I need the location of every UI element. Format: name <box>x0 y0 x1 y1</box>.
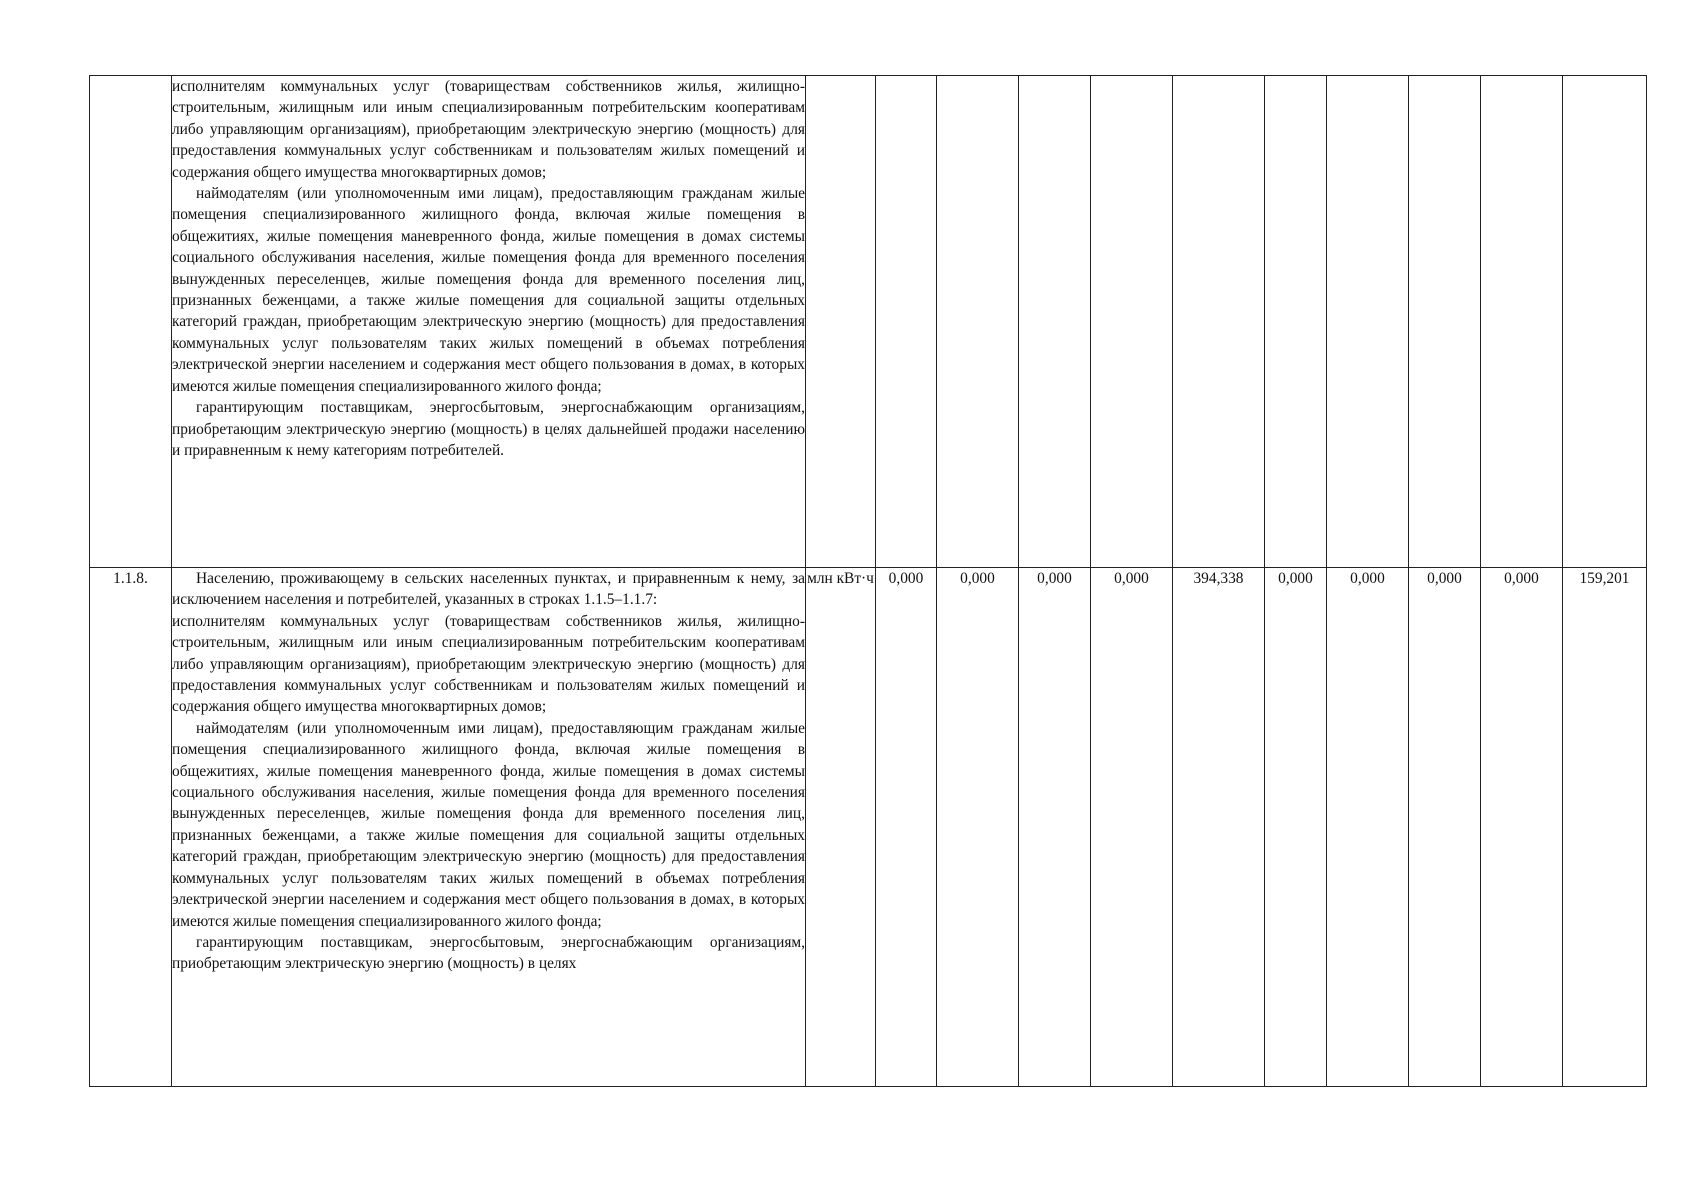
value-cell <box>1265 76 1327 568</box>
value-cell: 0,000 <box>876 568 937 1087</box>
value-cell <box>876 76 937 568</box>
value-cell: 394,338 <box>1173 568 1265 1087</box>
data-table <box>89 75 1647 1087</box>
value-cell <box>1173 76 1265 568</box>
value-cell: 0,000 <box>1409 568 1481 1087</box>
row-number-cell <box>90 76 172 568</box>
value-cell: 0,000 <box>937 568 1019 1087</box>
value-cell <box>1481 76 1563 568</box>
value-cell: 0,000 <box>1481 568 1563 1087</box>
description-paragraph: гарантирующим поставщикам, энергосбытовым, энергоснабжающим организациям, приобретающим электрическую энергию (мощность) в целях <box>172 933 805 973</box>
value-cell: 0,000 <box>1327 568 1409 1087</box>
row-number-cell: 1.1.8. <box>90 568 172 1087</box>
description-cell <box>172 568 806 1087</box>
unit-cell: млн кВт·ч <box>806 568 876 1087</box>
description-cell <box>172 76 806 568</box>
description-paragraph: исполнителям коммунальных услуг (товариществам собственников жилья, жилищно-строительным, жилищным или иным специализированным потребительским кооперативам либо управляющим организациям), приобретающим электрическую энергию (мощность) для предоставления коммунальных услуг собственникам и пользователям жилых помещений и содержания общего имущества многоквартирных домов; <box>172 612 805 716</box>
table-row-1-1-8 <box>90 568 1647 1087</box>
description-paragraph: наймодателям (или уполномоченным ими лицам), предоставляющим гражданам жилые помещения специализированного жилищного фонда, включая жилые помещения в общежитиях, жилые помещения маневренного фонда, жилые помещения в домах системы социального обслуживания населения, жилые помещения фонда для временного поселения вынужденных переселенцев, жилые помещения фонда для временного поселения лиц, признанных беженцами, а также жилые помещения для социальной защиты отдельных категорий граждан, приобретающим электрическую энергию (мощность) для предоставления коммунальных услуг пользователям таких жилых помещений в объемах потребления электрической энергии населением и содержания мест общего пользования в домах, в которых имеются жилые помещения специализированного жилого фонда; <box>172 719 805 930</box>
value-cell: 0,000 <box>1091 568 1173 1087</box>
value-cell <box>937 76 1019 568</box>
description-paragraph: гарантирующим поставщикам, энергосбытовым, энергоснабжающим организациям, приобретающим электрическую энергию (мощность) в целях дальнейшей продажи населению и приравненным к нему категориям потребителей. <box>172 399 805 459</box>
value-cell: 0,000 <box>1019 568 1091 1087</box>
description-paragraph: наймодателям (или уполномоченным ими лицам), предоставляющим гражданам жилые помещения специализированного жилищного фонда, включая жилые помещения в общежитиях, жилые помещения маневренного фонда, жилые помещения в домах системы социального обслуживания населения, жилые помещения фонда для временного поселения вынужденных переселенцев, жилые помещения фонда для временного поселения лиц, признанных беженцами, а также жилые помещения для социальной защиты отдельных категорий граждан, приобретающим электрическую энергию (мощность) для предоставления коммунальных услуг пользователям таких жилых помещений в объемах потребления электрической энергии населением и содержания мест общего пользования в домах, в которых имеются жилые помещения специализированного жилого фонда; <box>172 185 805 395</box>
value-cell <box>1563 76 1647 568</box>
description-paragraph: исполнителям коммунальных услуг (товариществам собственников жилья, жилищно-строительным, жилищным или иным специализированным потребительским кооперативам либо управляющим организациям), приобретающим электрическую энергию (мощность) для предоставления коммунальных услуг собственникам и пользователям жилых помещений и содержания общего имущества многоквартирных домов; <box>172 78 805 181</box>
value-cell <box>1019 76 1091 568</box>
value-cell <box>1327 76 1409 568</box>
value-cell <box>1409 76 1481 568</box>
unit-cell <box>806 76 876 568</box>
table-row-continued <box>90 76 1647 568</box>
value-cell: 159,201 <box>1563 568 1647 1087</box>
value-cell: 0,000 <box>1265 568 1327 1087</box>
description-paragraph: Населению, проживающему в сельских населенных пунктах, и приравненным к нему, за исключением населения и потребителей, указанных в строках 1.1.5–1.1.7: <box>172 570 805 609</box>
value-cell <box>1091 76 1173 568</box>
